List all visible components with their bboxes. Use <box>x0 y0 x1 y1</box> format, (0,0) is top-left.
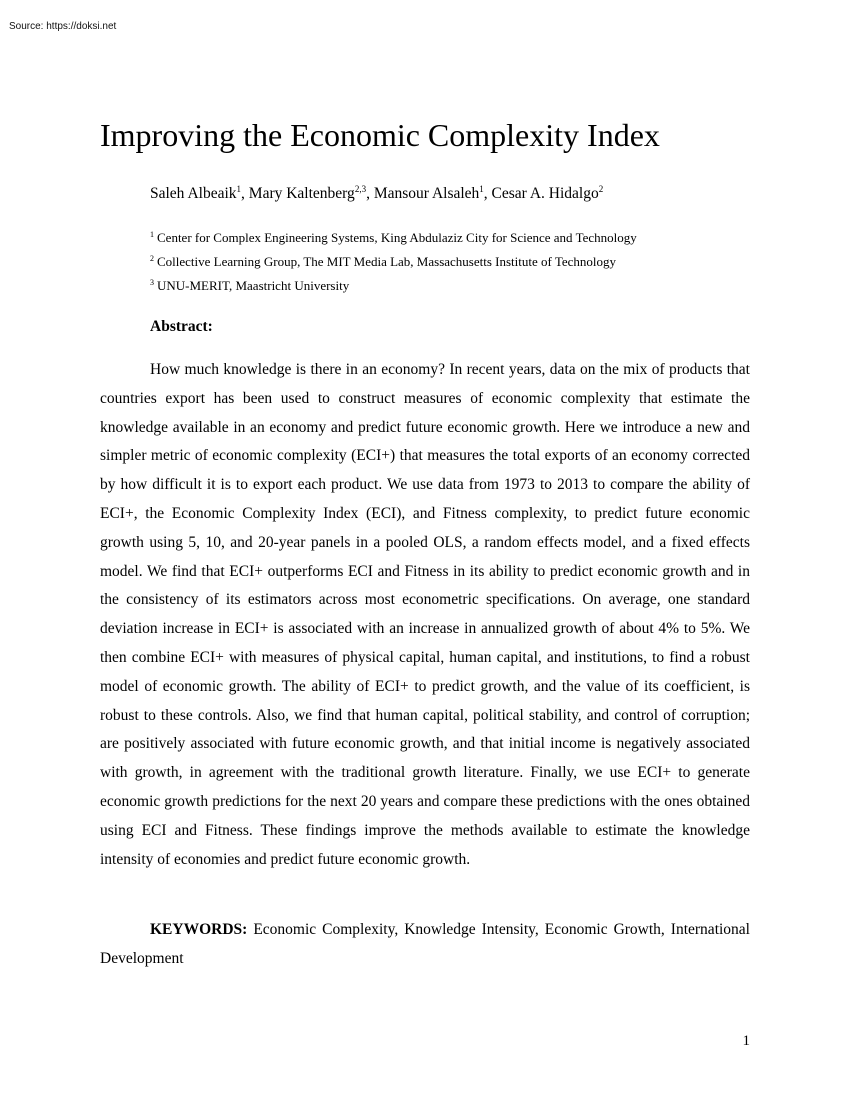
affiliation-text: Collective Learning Group, The MIT Media Lab, Massachusetts Institute of Technology <box>157 254 617 269</box>
affiliation-number: 3 <box>150 277 154 287</box>
author-separator: , <box>483 185 492 202</box>
abstract-body: How much knowledge is there in an economy? In recent years, data on the mix of products that countries export has been used to construct measures of economic complexity that estimate the knowledge available in an economy and predict future economic growth. Here we introduce a new and simpler metric of economic complexity (ECI+) that measures the total exports of an economy corrected by how difficult it is to export each product. We use data from 1973 to 2013 to compare the ability of ECI+, the Economic Complexity Index (ECI), and Fitness complexity, to predict future economic growth using 5, 10, and 20-year panels in a pooled OLS, a random effects model, and a fixed effects model. We find that ECI+ outperforms ECI and Fitness in its ability to predict economic growth and in the consistency of its estimators across most econometric specifications. On average, one standard deviation increase in ECI+ is associated with an increase in annualized growth of about 4% to 5%. We then combine ECI+ with measures of physical capital, human capital, and institutions, to find a robust model of economic growth. The ability of ECI+ to predict growth, and the value of its coefficient, is robust to these controls. Also, we find that human capital, political stability, and control of corruption; are positively associated with future economic growth, and that initial income is negatively associated with growth, in agreement with the traditional growth literature. Finally, we use ECI+ to generate economic growth predictions for the next 20 years and compare these predictions with the ones obtained using ECI and Fitness. These findings improve the methods available to estimate the knowledge intensity of economies and predict future economic growth. <box>100 361 750 868</box>
paper-title: Improving the Economic Complexity Index <box>100 117 660 153</box>
source-label: Source: https://doksi.net <box>9 21 117 32</box>
abstract-heading: Abstract: <box>150 318 213 335</box>
affiliation-text: UNU-MERIT, Maastricht University <box>157 278 350 293</box>
page-number: 1 <box>742 1033 750 1049</box>
author-list <box>150 183 603 205</box>
affiliation-number: 1 <box>150 229 154 239</box>
author-separator: , <box>366 185 374 202</box>
affiliation <box>150 253 616 271</box>
author-name: Mary Kaltenberg <box>248 185 355 202</box>
author-name: Mansour Alsaleh <box>373 185 480 202</box>
author-name: Cesar A. Hidalgo <box>491 185 599 202</box>
affiliation-text: Center for Complex Engineering Systems, King Abdulaziz City for Science and Technology <box>157 230 637 245</box>
keywords-label: KEYWORDS: <box>150 921 248 938</box>
author-affiliation-mark: 1 <box>236 183 242 194</box>
author-affiliation-mark: 1 <box>479 183 484 194</box>
author-affiliation-mark: 2 <box>598 183 604 194</box>
author-name: Saleh Albeaik <box>150 185 237 202</box>
affiliation <box>150 277 349 295</box>
author-separator: , <box>241 185 249 202</box>
author-affiliation-mark: 2,3 <box>354 183 367 194</box>
keywords-paragraph <box>100 916 750 974</box>
keywords-list: Economic Complexity, Knowledge Intensity, Economic Growth, International Development <box>100 921 750 967</box>
affiliation-number: 2 <box>150 253 154 263</box>
affiliation <box>150 229 637 247</box>
